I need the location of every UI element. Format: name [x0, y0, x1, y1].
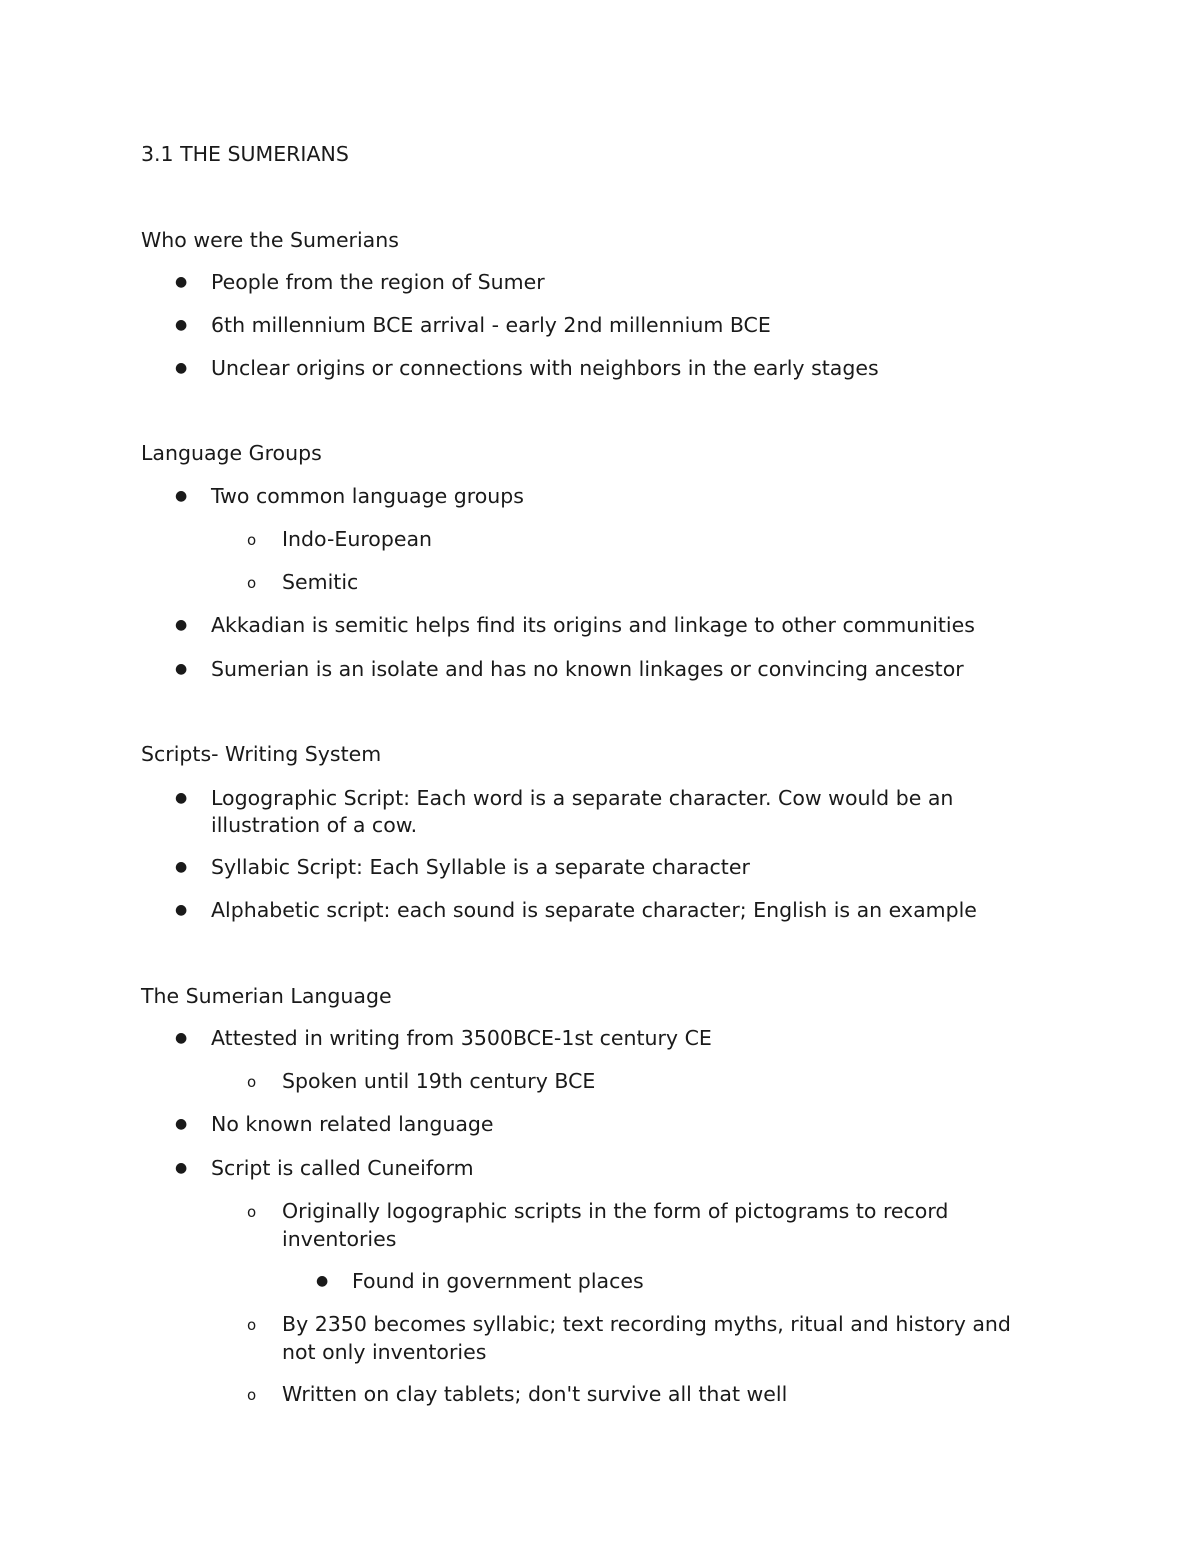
- bullet-disc-icon: ●: [175, 1160, 188, 1176]
- bullet-circle-icon: o: [247, 1386, 257, 1404]
- list-item: Sumerian is an isolate and has no known linkages or convincing ancestor: [211, 657, 964, 681]
- list-item: Two common language groups: [211, 484, 524, 508]
- list-item: Akkadian is semitic helps find its origins and linkage to other communities: [211, 613, 975, 637]
- list-item: 6th millennium BCE arrival - early 2nd millennium BCE: [211, 313, 771, 337]
- bullet-disc-icon: ●: [175, 790, 188, 806]
- list-item-continuation: inventories: [282, 1227, 397, 1251]
- bullet-circle-icon: o: [247, 531, 257, 549]
- page-title: 3.1 THE SUMERIANS: [141, 142, 349, 166]
- section-heading: Who were the Sumerians: [141, 228, 399, 252]
- bullet-disc-icon: ●: [316, 1273, 329, 1289]
- section-heading: Language Groups: [141, 441, 322, 465]
- list-item: Written on clay tablets; don't survive all that well: [282, 1382, 788, 1406]
- section-heading: Scripts- Writing System: [141, 742, 382, 766]
- list-item: Alphabetic script: each sound is separate character; English is an example: [211, 898, 977, 922]
- section-heading: The Sumerian Language: [141, 984, 392, 1008]
- bullet-disc-icon: ●: [175, 488, 188, 504]
- list-item: Script is called Cuneiform: [211, 1156, 474, 1180]
- list-item: Unclear origins or connections with neighbors in the early stages: [211, 356, 879, 380]
- list-item: By 2350 becomes syllabic; text recording myths, ritual and history and: [282, 1312, 1011, 1336]
- bullet-circle-icon: o: [247, 1203, 257, 1221]
- bullet-disc-icon: ●: [175, 317, 188, 333]
- bullet-disc-icon: ●: [175, 1030, 188, 1046]
- list-item: Semitic: [282, 570, 359, 594]
- list-item: Originally logographic scripts in the form of pictograms to record: [282, 1199, 949, 1223]
- list-item: Logographic Script: Each word is a separate character. Cow would be an: [211, 786, 954, 810]
- list-item: Spoken until 19th century BCE: [282, 1069, 596, 1093]
- list-item-continuation: illustration of a cow.: [211, 813, 418, 837]
- bullet-disc-icon: ●: [175, 661, 188, 677]
- bullet-disc-icon: ●: [175, 859, 188, 875]
- list-item-continuation: not only inventories: [282, 1340, 487, 1364]
- list-item: Indo-European: [282, 527, 433, 551]
- bullet-circle-icon: o: [247, 1316, 257, 1334]
- list-item: People from the region of Sumer: [211, 270, 545, 294]
- bullet-disc-icon: ●: [175, 1116, 188, 1132]
- list-item: Syllabic Script: Each Syllable is a separate character: [211, 855, 750, 879]
- list-item: Attested in writing from 3500BCE-1st century CE: [211, 1026, 712, 1050]
- bullet-disc-icon: ●: [175, 617, 188, 633]
- list-item: Found in government places: [352, 1269, 644, 1293]
- bullet-circle-icon: o: [247, 1073, 257, 1091]
- bullet-disc-icon: ●: [175, 274, 188, 290]
- bullet-circle-icon: o: [247, 574, 257, 592]
- bullet-disc-icon: ●: [175, 360, 188, 376]
- bullet-disc-icon: ●: [175, 902, 188, 918]
- list-item: No known related language: [211, 1112, 494, 1136]
